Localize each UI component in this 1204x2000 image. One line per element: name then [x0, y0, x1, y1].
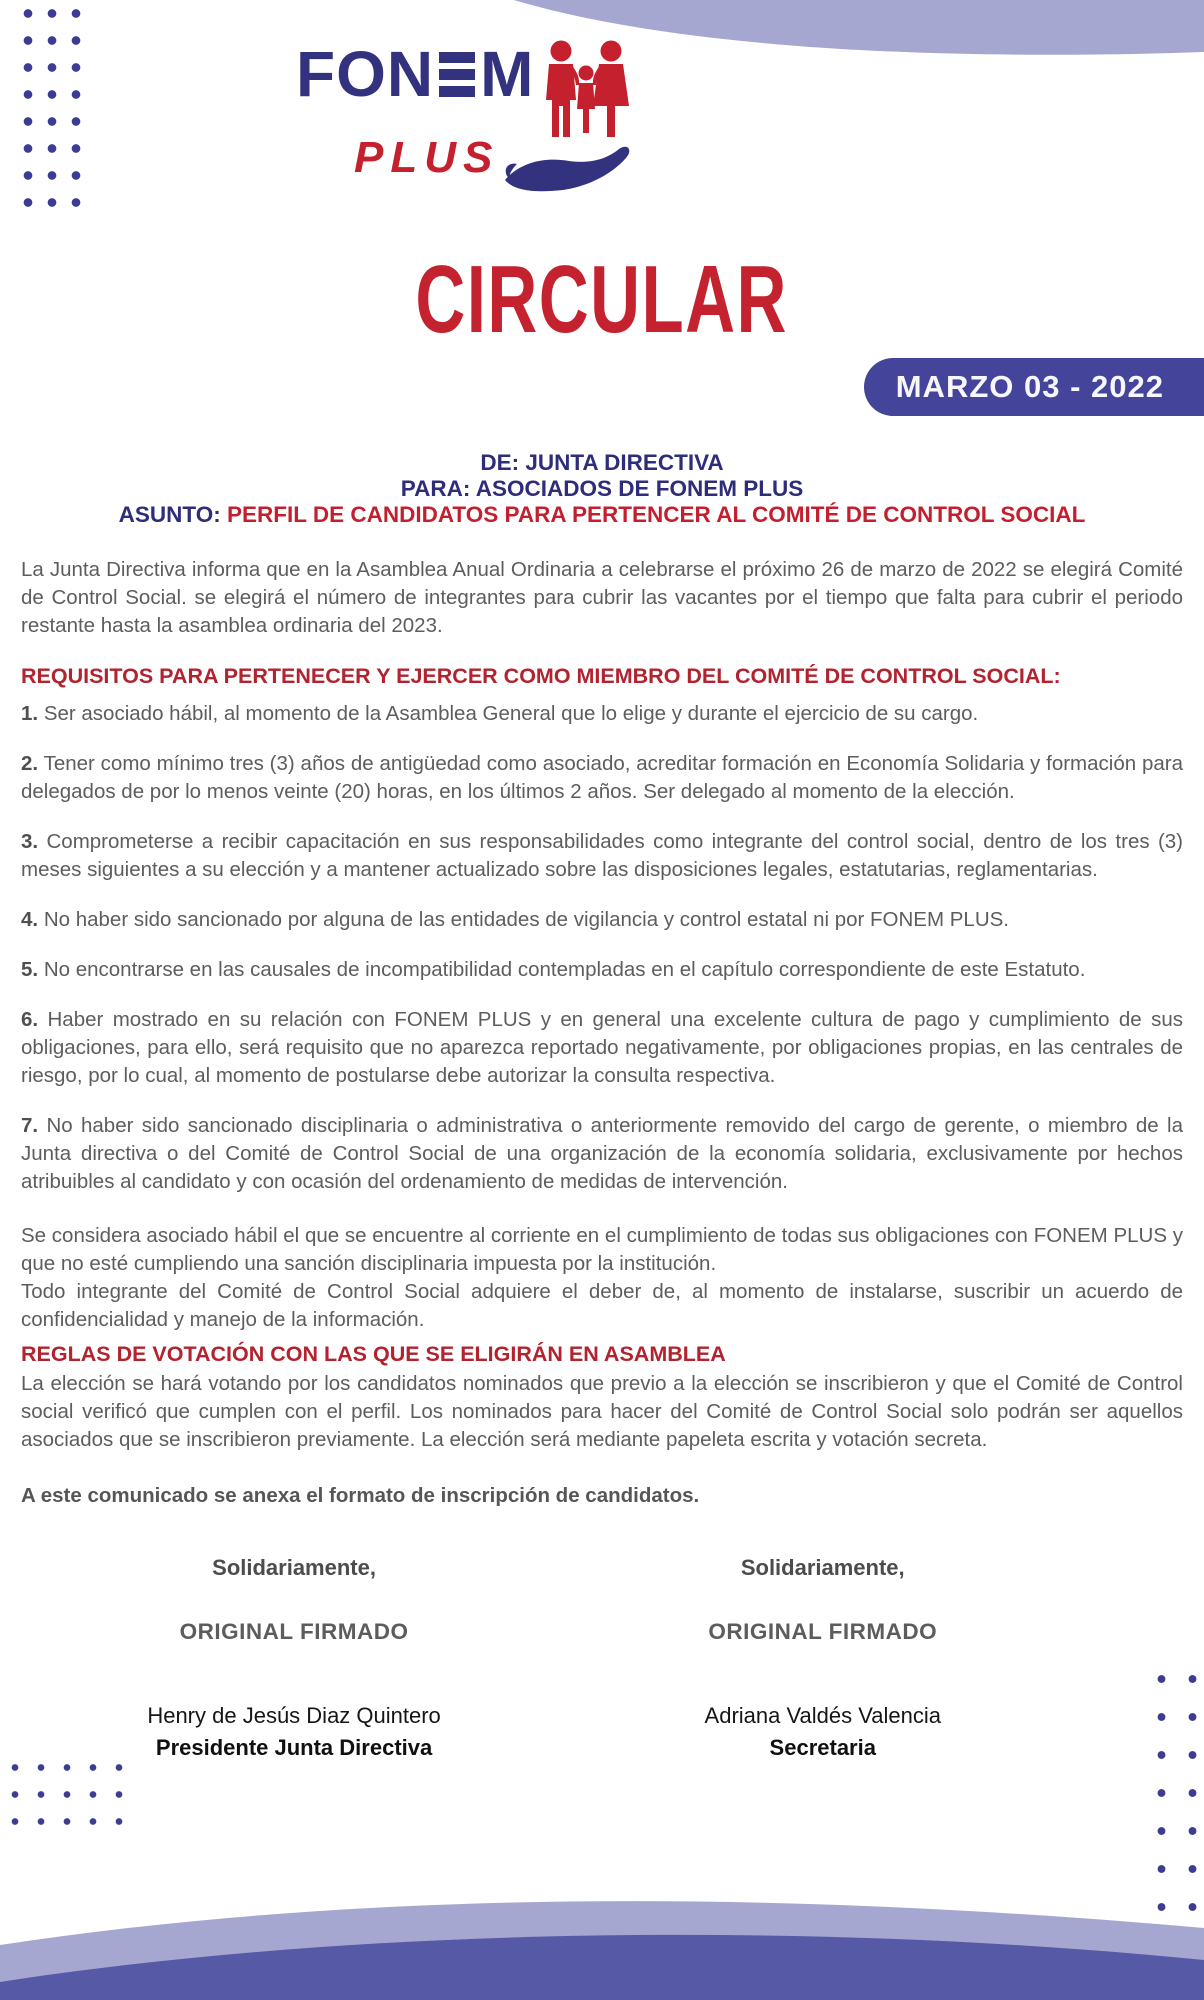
logo-e-bars-icon [439, 52, 475, 97]
signature-section [21, 1554, 1183, 1762]
memo-de-line: DE: JUNTA DIRECTIVA [480, 450, 724, 475]
circular-title [0, 246, 1204, 353]
original-firmado: ORIGINAL FIRMADO [179, 1619, 409, 1644]
document-body [21, 556, 1183, 1762]
requirement-item: 1. Ser asociado hábil, al momento de la Asamblea General que lo elige y durante el ejercicio de su cargo. [21, 702, 979, 725]
signer-name: Henry de Jesús Diaz Quintero [147, 1703, 441, 1728]
original-firmado: ORIGINAL FIRMADO [708, 1619, 938, 1644]
logo-text-m: M [480, 38, 535, 110]
signer-role: Presidente Junta Directiva [155, 1735, 433, 1760]
memo-para-line: PARA: ASOCIADOS DE FONEM PLUS [400, 476, 804, 501]
requisitos-heading: REQUISITOS PARA PERTENECER Y EJERCER COMO MIEMBRO DEL COMITÉ DE CONTROL SOCIAL: [21, 664, 1061, 688]
bottom-wave-decoration [0, 1860, 1204, 2000]
requirement-item: 6. Haber mostrado en su relación con FONEM PLUS y en general una excelente cultura de pago y cumplimiento de sus obligaciones, para ello, será requisito que no aparezca reportado negativamente, por obligaciones propias, en las centrales de riesgo, por lo cual, al momento de postularse debe autorizar la consulta respectiva. [21, 1008, 1183, 1087]
salutation: Solidariamente, [740, 1555, 905, 1580]
memo-header [0, 450, 1204, 528]
dot-grid-top-left [16, 0, 90, 216]
habil-paragraph-2: Todo integrante del Comité de Control Social adquiere el deber de, al momento de instalarse, suscribir un acuerdo de confidencialidad y manejo de la información. [21, 1280, 1183, 1331]
requirement-item: 7. No haber sido sancionado disciplinaria o administrativa o anteriormente removido del cargo de gerente, o miembro de la Junta directiva o del Comité de Control Social de una organización de la economía solidaria, exclusivamente por hechos atribuibles al candidato y con ocasión del ordenamiento de medidas de intervención. [21, 1114, 1183, 1193]
habil-paragraph-1: Se considera asociado hábil el que se encuentre al corriente en el cumplimiento de todas sus obligaciones con FONEM PLUS y que no esté cumpliendo una sanción disciplinaria impuesta por la institución. [21, 1224, 1183, 1275]
requirement-item: 3. Comprometerse a recibir capacitación en sus responsabilidades como integrante del control social, dentro de los tres (3) meses siguientes a su elección y a mantener actualizado sobre las disposiciones legales, estatutarias, reglamentarias. [21, 830, 1184, 881]
memo-asunto-line [0, 502, 1204, 528]
intro-paragraph: La Junta Directiva informa que en la Asamblea Anual Ordinaria a celebrarse el próximo 26 de marzo de 2022 se elegirá Comité de Control Social. se elegirá el número de integrantes para cubrir las vacantes por el tiempo que falta para cubrir el periodo restante hasta la asamblea ordinaria del 2023. [21, 558, 1183, 637]
salutation: Solidariamente, [212, 1555, 376, 1580]
signature-president [21, 1554, 567, 1762]
reglas-paragraph: La elección se hará votando por los candidatos nominados que previo a la elección se inscribieron y que el Comité de Control social verificó que cumplen con el perfil. Los nominados para hacer del Comité de Control Social solo podrán ser aquellos asociados que se inscribieron previamente. La elección será mediante papeleta escrita y votación secreta. [21, 1372, 1183, 1451]
anexo-line: A este comunicado se anexa el formato de inscripción de candidatos. [21, 1484, 700, 1507]
requirement-item: 5. No encontrarse en las causales de incompatibilidad contempladas en el capítulo correspondiente de este Estatuto. [21, 958, 1086, 981]
logo-plus-text: PLUS [354, 133, 500, 182]
requirement-item: 4. No haber sido sancionado por alguna de las entidades de vigilancia y control estatal ni por FONEM PLUS. [21, 908, 1010, 931]
fonem-plus-logo [296, 38, 633, 198]
logo-text-fon: FON [296, 38, 435, 110]
dot-grid-bottom-left [2, 1754, 134, 1836]
circular-title-text: CIRCULAR [415, 246, 789, 353]
memo-asunto-label: ASUNTO: [118, 502, 221, 527]
hand-icon [501, 142, 633, 198]
signer-name: Adriana Valdés Valencia [704, 1703, 941, 1728]
reglas-heading: REGLAS DE VOTACIÓN CON LAS QUE SE ELIGIRÁN EN ASAMBLEA [21, 1342, 726, 1366]
logo-wordmark [296, 38, 535, 110]
signer-role: Secretaria [769, 1735, 876, 1760]
family-icon [540, 40, 632, 140]
signature-secretary [567, 1554, 1078, 1762]
date-badge-text: MARZO 03 - 2022 [895, 369, 1164, 404]
requirement-item: 2. Tener como mínimo tres (3) años de antigüedad como asociado, acreditar formación en Economía Solidaria y formación para delegados de por lo menos veinte (20) horas, en los últimos 2 años. Ser delegado al momento de la elección. [21, 752, 1183, 803]
memo-asunto-value: PERFIL DE CANDIDATOS PARA PERTENCER AL COMITÉ DE CONTROL SOCIAL [226, 502, 1086, 527]
date-badge [864, 358, 1204, 416]
